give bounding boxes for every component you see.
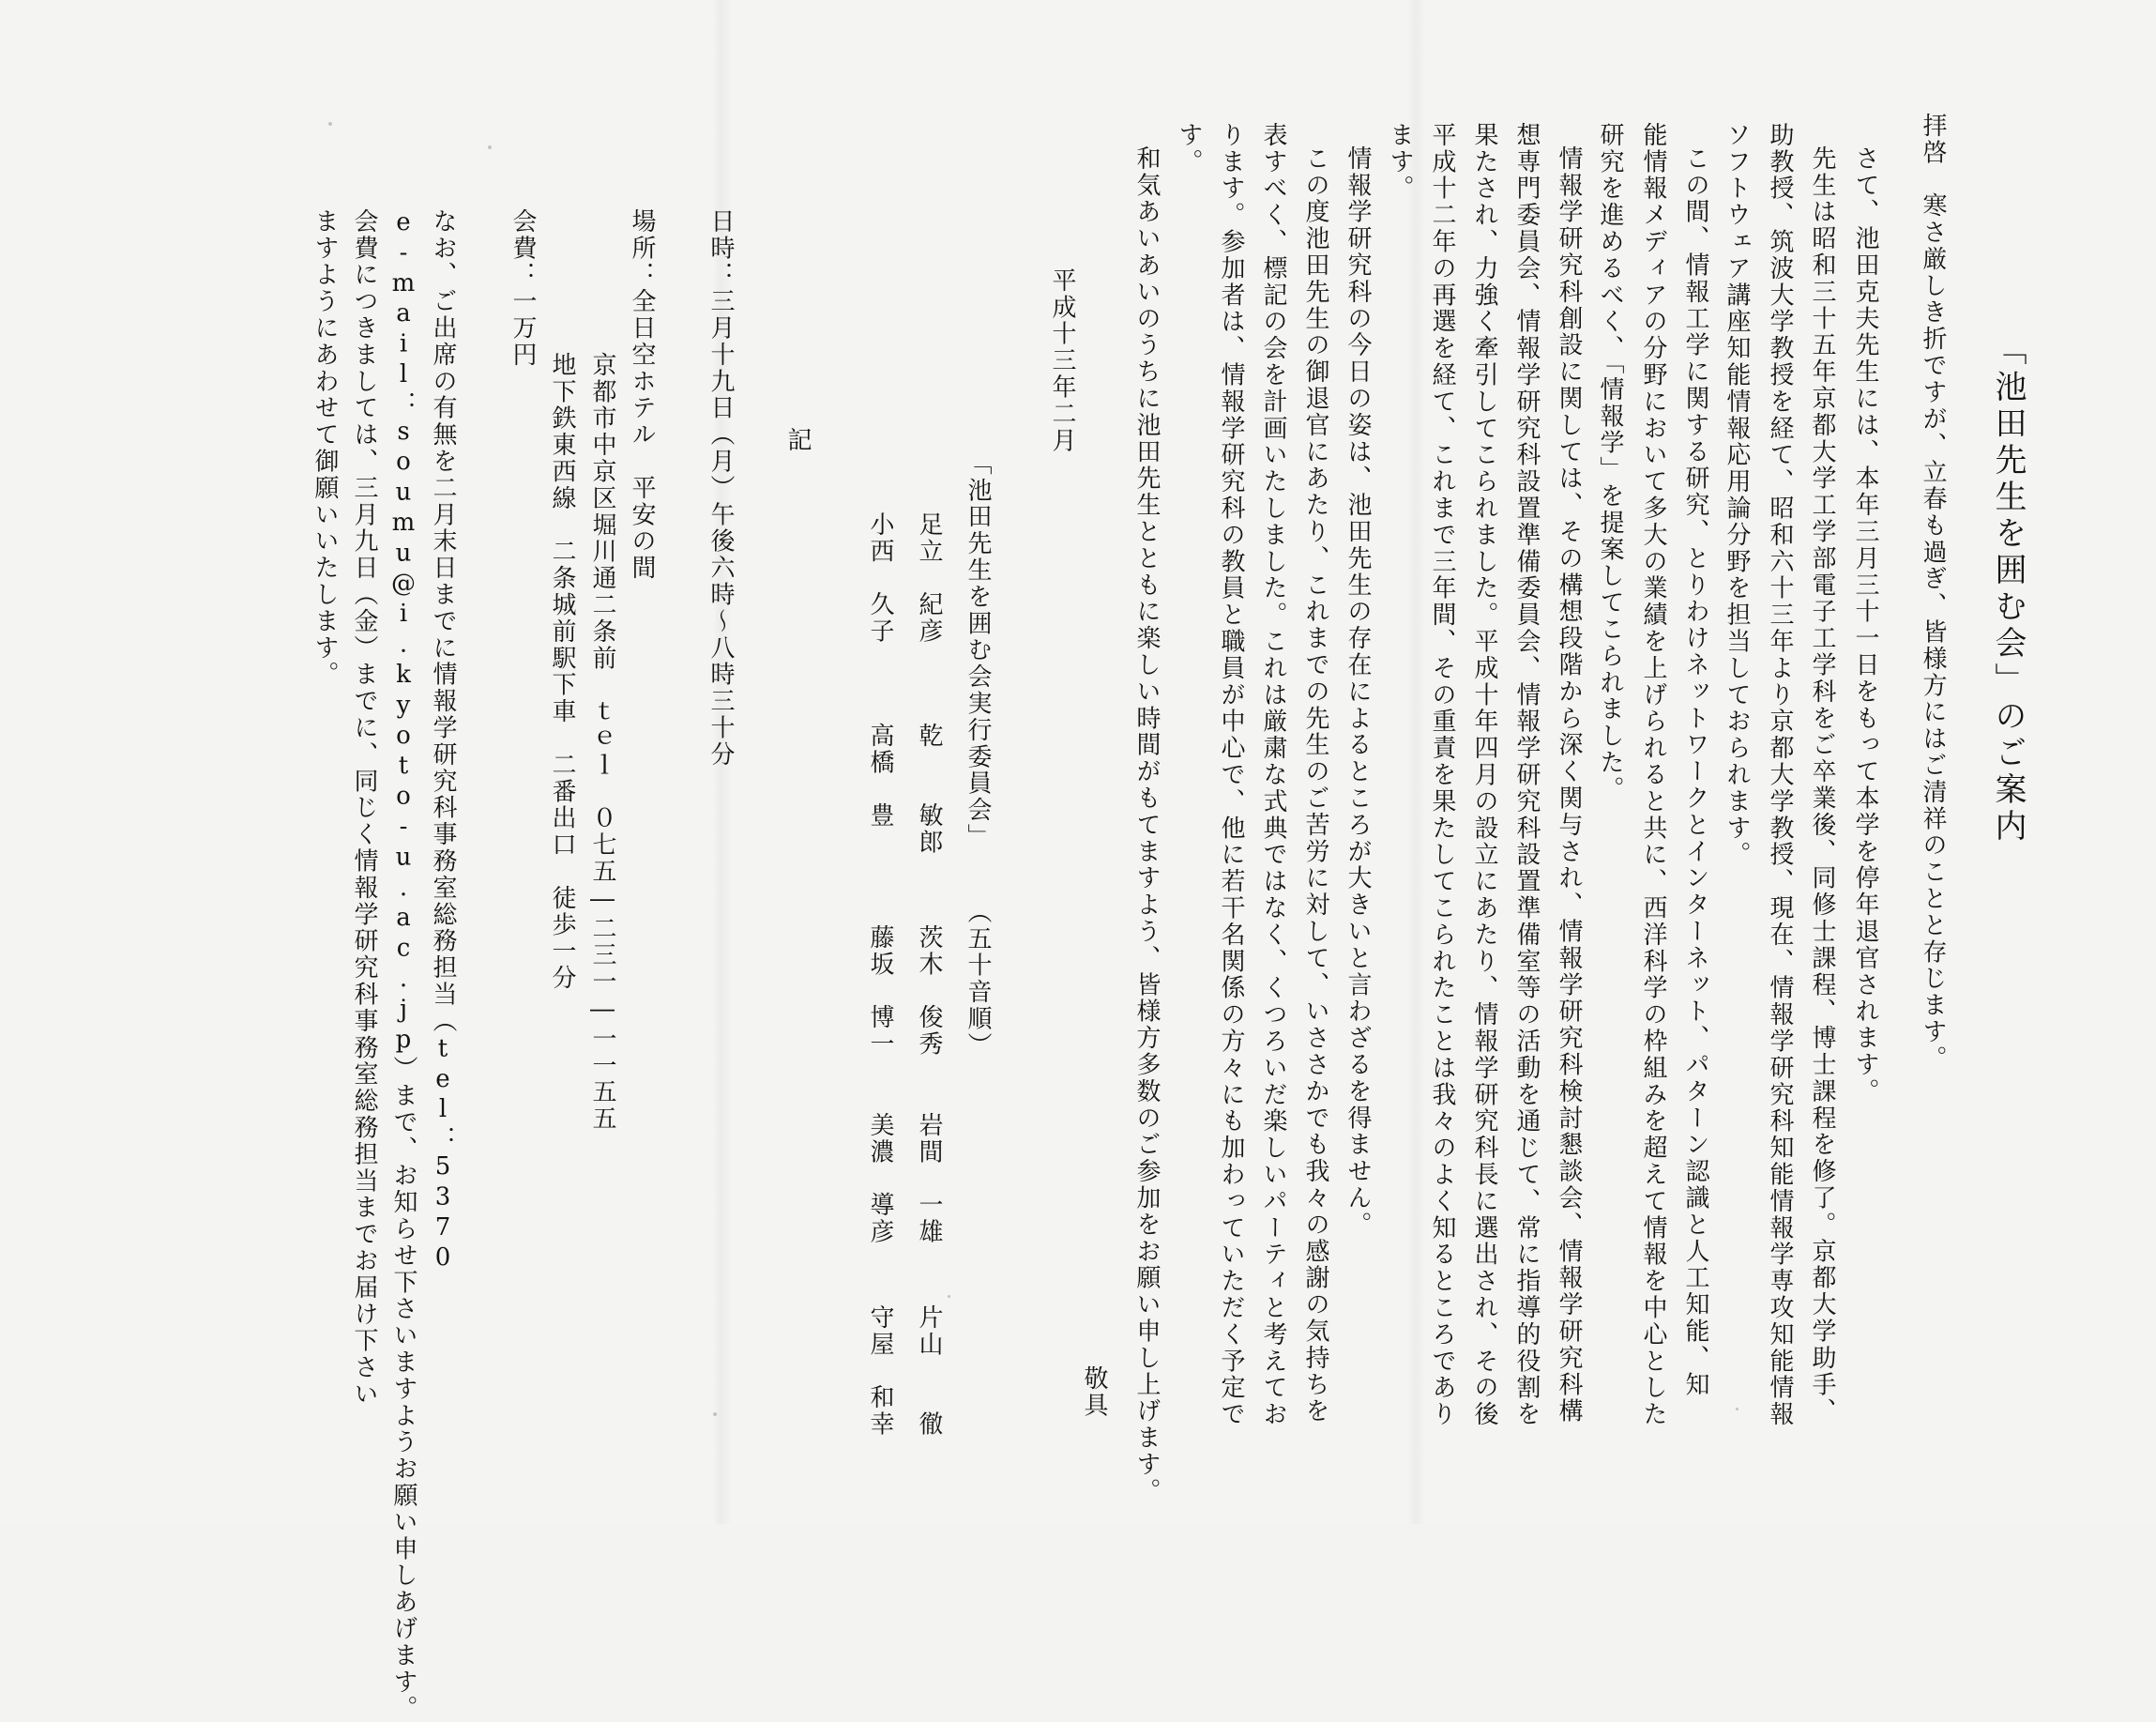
paper-speck (488, 145, 492, 149)
body-line: ります。参加者は、情報学研究科の教員と職員が中心で、他に若干名関係の方々にも加わっていただく予定で (1217, 122, 1245, 1428)
member-name: 藤坂 博一 (866, 924, 894, 1058)
issue-date: 平成十三年二月 (1048, 267, 1076, 454)
body-line: 情報学研究科の今日の姿は、池田先生の存在によるところが大きいと言わざるを得ません。 (1344, 145, 1372, 1239)
body-line: この間、情報工学に関する研究、とりわけネットワークとインターネット、パターン認識と人工知能、知 (1681, 145, 1709, 1398)
greeting-line: 拝啓 寒さ厳しき折ですが、立春も過ぎ、皆様方にはご清祥のことと存じます。 (1919, 113, 1947, 1073)
member-name: 美濃 導彦 (866, 1112, 894, 1245)
committee-name: 「池田先生を囲む会実行委員会」 (964, 450, 992, 850)
body-line: 研究を進めるべく、「情報学」を提案してこられました。 (1596, 122, 1624, 803)
paper-speck (713, 1412, 717, 1416)
event-access: 地下鉄東西線 二条城前駅下車 二番出口 徒歩一分 (548, 352, 576, 992)
note-line: 会費につきましては、三月九日（金）までに、同じく情報学研究科事務室総務担当までお届け下さい (350, 208, 378, 1408)
event-place: 場所：全日空ホテル 平安の間 (628, 208, 656, 582)
body-line: 先生は昭和三十五年京都大学工学部電子工学科をご卒業後、同修士課程、博士課程を修了。京都大学助手、 (1808, 145, 1836, 1425)
body-line: 和気あいあいのうちに池田先生とともに楽しい時間がもてますよう、皆様方多数のご参加をお願い申し上げます。 (1132, 145, 1161, 1505)
event-address: 京都市中京区堀川通二条前 ｔｅｌ ０七五―二三一―一一五五 (588, 352, 616, 1133)
member-name: 守屋 和幸 (866, 1304, 894, 1438)
paper-speck (1736, 1408, 1738, 1410)
document-title: 「池田先生を囲む会」のご案内 (1989, 333, 2027, 846)
member-name: 岩間 一雄 (915, 1112, 943, 1245)
member-name: 高橋 豊 (866, 723, 894, 830)
body-line: 表すべく、標記の会を計画いたしました。これは厳粛な式典ではなく、くつろいだ楽しいパーティと考えてお (1259, 122, 1287, 1428)
body-line: 情報学研究科創設に関しては、その構想段階から深く関与され、情報学研究科検討懇談会、情報学研究科構 (1555, 145, 1583, 1425)
body-line: この度池田先生の御退官にあたり、これまでの先生のご苦労に対して、いささかでも我々の感謝の気持ちを (1301, 145, 1329, 1425)
body-line: さて、池田克夫先生には、本年三月三十一日をもって本学を停年退官されます。 (1851, 145, 1879, 1105)
closing-keigu: 敬具 (1080, 1365, 1108, 1419)
paper-speck (328, 122, 332, 126)
body-line: ます。 (1386, 122, 1414, 203)
event-fee: 会費：一万円 (509, 208, 537, 369)
member-name: 片山 徹 (915, 1304, 943, 1438)
body-line: ソフトウェア講座知能情報応用論分野を担当しておられます。 (1723, 122, 1751, 869)
body-line: 想専門委員会、情報学研究科設置準備委員会、情報学研究科設置準備室等の活動を通じて、常に指導的役割を (1512, 122, 1541, 1428)
body-line: 平成十二年の再選を経て、これまで三年間、その重責を果たしてこられたことは我々のよく知るところであり (1428, 122, 1456, 1428)
body-line: す。 (1175, 122, 1203, 175)
note-line: なお、ご出席の有無を二月末日までに情報学研究科事務室総務担当（tel：5370 (429, 208, 457, 1274)
member-name: 小西 久子 (866, 511, 894, 645)
note-line: ますようにあわせて御願いいたします。 (311, 208, 339, 689)
committee-order: （五十音順） (964, 899, 992, 1059)
member-name: 茨木 俊秀 (915, 924, 943, 1058)
member-name: 足立 紀彦 (915, 511, 943, 645)
body-line: 助教授、筑波大学教授を経て、昭和六十三年より京都大学教授、現在、情報学研究科知能情報学専攻知能情報 (1766, 122, 1794, 1428)
paper-speck (948, 1295, 950, 1298)
member-name: 乾 敏郎 (915, 723, 943, 856)
body-line: 能情報メディアの分野において多大の業績を上げられると共に、西洋科学の枠組みを超えて情報を中心とした (1639, 122, 1667, 1428)
note-line: e-mail：soumu@i.kyoto-u.ac.jp）まで、お知らせ下さいますようお願い申しあげます。 (389, 208, 418, 1722)
event-datetime: 日時：三月十九日（月）午後六時〜八時三十分 (706, 208, 735, 769)
body-line: 果たされ、力強く牽引してこられました。平成十年四月の設立にあたり、情報学研究科長に選出され、その後 (1470, 122, 1498, 1428)
ki-marker: 記 (783, 427, 812, 454)
